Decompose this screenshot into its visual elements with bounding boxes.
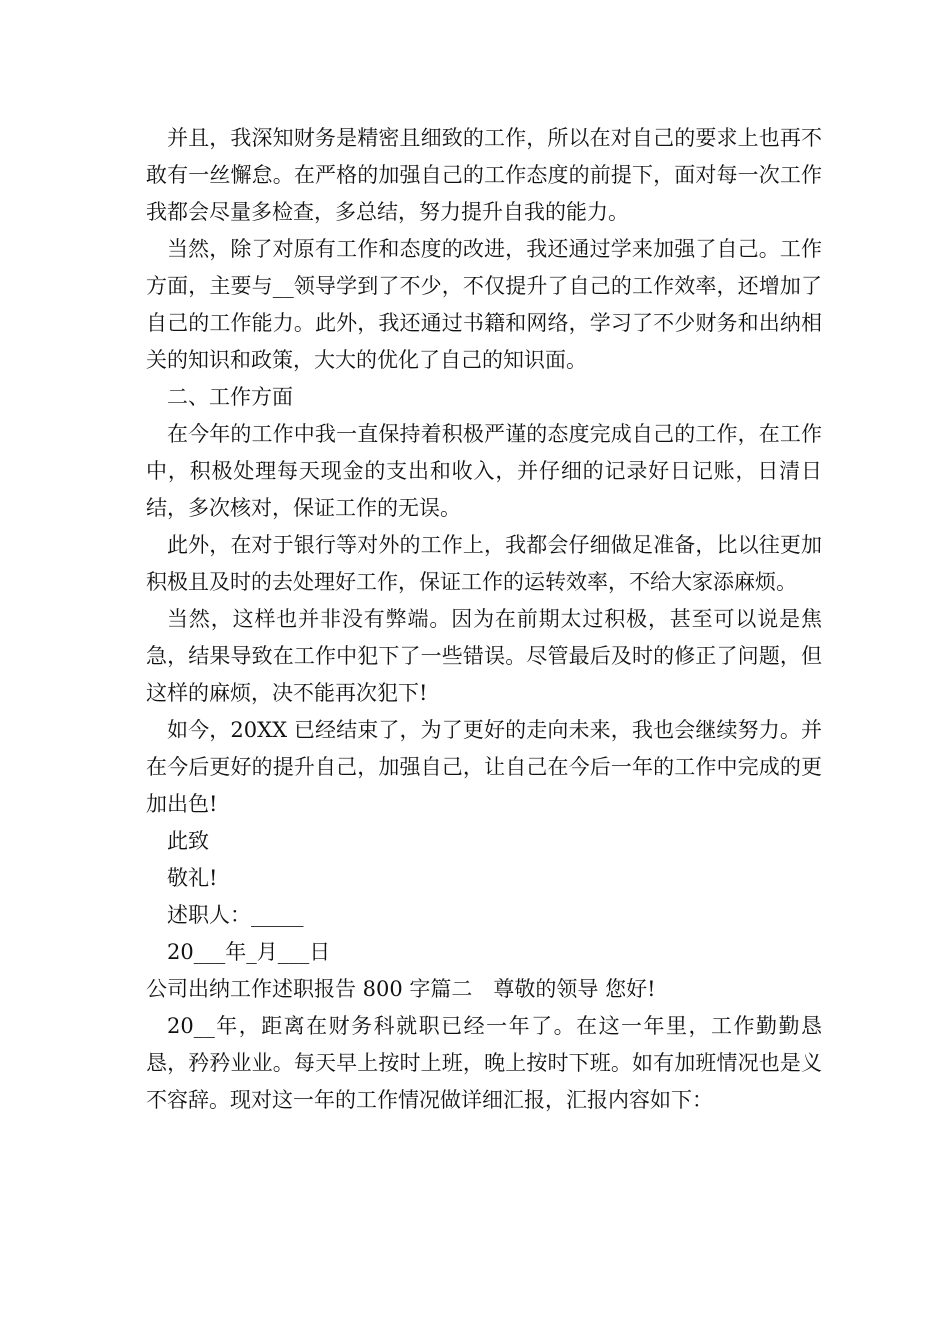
paragraph-bank-work: 此外，在对于银行等对外的工作上，我都会仔细做足准备，比以往更加积极且及时的去处理好工作，保证工作的运转效率，不给大家添麻烦。	[146, 533, 822, 594]
paragraph-work-attitude: 在今年的工作中我一直保持着积极严谨的态度完成自己的工作，在工作中，积极处理每天现金的支出和收入，并仔细的记录好日记账，日清日结，多次核对，保证工作的无误。	[146, 422, 822, 520]
closing-regards: 敬礼!	[167, 866, 218, 890]
report-title-part-two: 公司出纳工作述职报告 800 字篇二 尊敬的领导 您好!	[146, 977, 656, 1001]
paragraph-mistakes: 当然，这样也并非没有弊端。因为在前期太过积极，甚至可以说是焦急，结果导致在工作中犯下了一些错误。尽管最后及时的修正了问题，但这样的麻烦，决不能再次犯下!	[146, 607, 822, 705]
document-body	[146, 120, 822, 1119]
signature-line: 述职人：_____	[167, 903, 304, 927]
paragraph-self-requirement: 并且，我深知财务是精密且细致的工作，所以在对自己的要求上也再不敢有一丝懈怠。在严格的加强自己的工作态度的前提下，面对每一次工作我都会尽量多检查，多总结，努力提升自我的能力。	[146, 126, 822, 224]
paragraph-learning: 当然，除了对原有工作和态度的改进，我还通过学来加强了自己。工作方面，主要与__领导学到了不少，不仅提升了自己的工作效率，还增加了自己的工作能力。此外，我还通过书籍和网络，学习了不少财务和出纳相关的知识和政策，大大的优化了自己的知识面。	[146, 237, 822, 372]
paragraph-intro-part-two: 20__年，距离在财务科就职已经一年了。在这一年里，工作勤勤恳恳，矜矜业业。每天早上按时上班，晚上按时下班。如有加班情况也是义不容辞。现对这一年的工作情况做详细汇报，汇报内容如下：	[146, 1014, 822, 1112]
closing-salutation: 此致	[167, 829, 209, 853]
section-heading-work: 二、工作方面	[167, 385, 293, 409]
date-line: 20___年_月___日	[167, 940, 331, 964]
paragraph-future: 如今，20XX 已经结束了，为了更好的走向未来，我也会继续努力。并在今后更好的提升自己，加强自己，让自己在今后一年的工作中完成的更加出色!	[146, 718, 822, 816]
